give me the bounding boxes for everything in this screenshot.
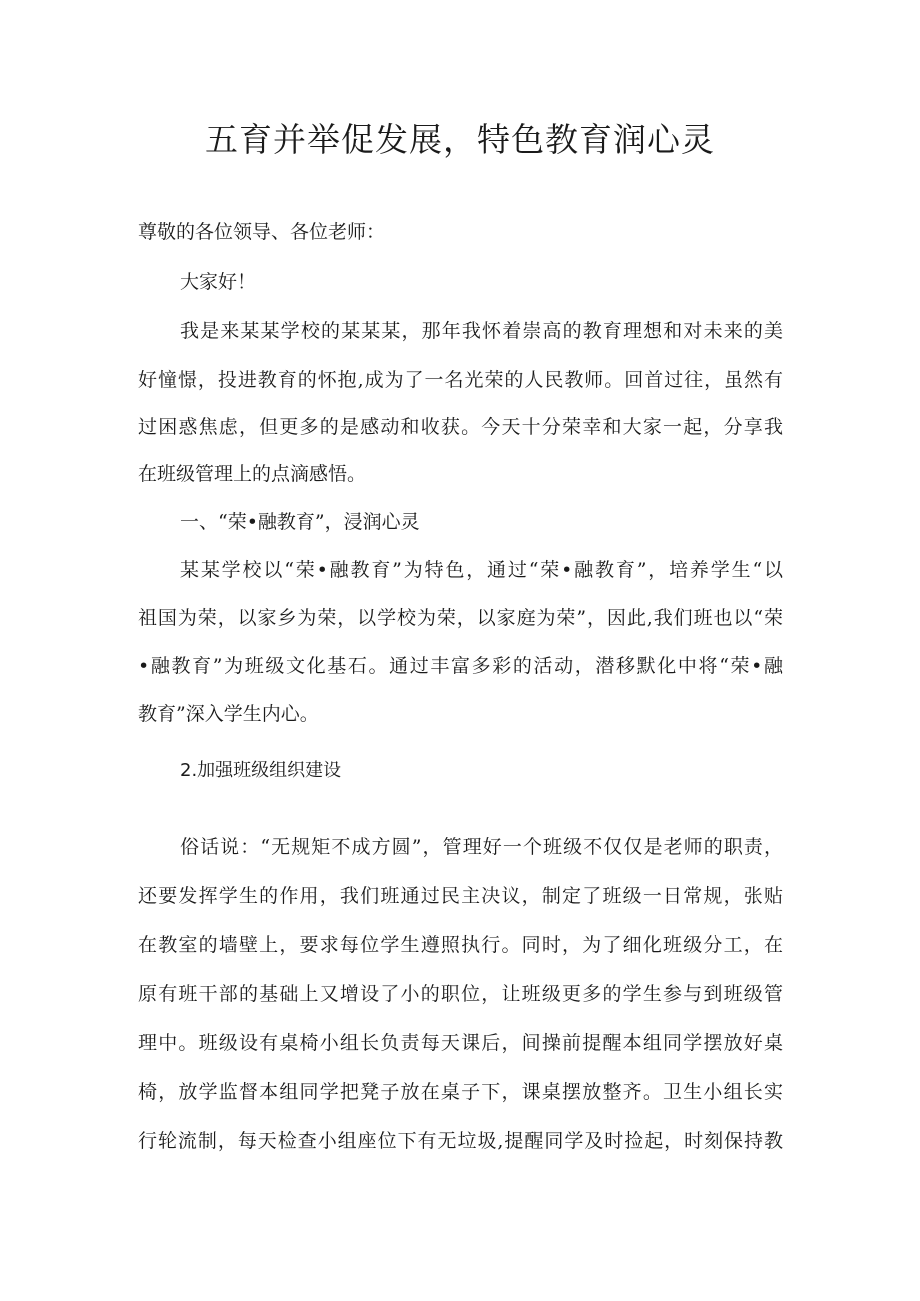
document-title: 五育并举促发展，特色教育润心灵 xyxy=(205,120,715,159)
intro-line-1: 我是来某某学校的某某某，那年我怀着崇高的教育理想和对未来的美 xyxy=(180,320,783,342)
section1-line-3: •融教育”为班级文化基石。通过丰富多彩的活动，潜移默化中将“荣•融 xyxy=(138,655,783,677)
section1-heading: 一、“荣•融教育”，浸润心灵 xyxy=(180,511,420,533)
section2-line-5: 理中。班级设有桌椅小组长负责每天课后，间操前提醒本组同学摆放好桌 xyxy=(138,1032,783,1054)
section2-line-1: 俗话说：“无规矩不成方圆”，管理好一个班级不仅仅是老师的职责， xyxy=(180,836,783,858)
section1-line-2: 祖国为荣，以家乡为荣，以学校为荣，以家庭为荣”，因此,我们班也以“荣 xyxy=(138,607,783,629)
intro-line-2: 好憧憬，投进教育的怀抱,成为了一名光荣的人民教师。回首过往，虽然有 xyxy=(138,369,783,391)
section1-line-1: 某某学校以“荣•融教育”为特色，通过“荣•融教育”，培养学生“以 xyxy=(180,559,783,581)
intro-line-4: 在班级管理上的点滴感悟。 xyxy=(138,463,367,485)
intro-line-3: 过困惑焦虑，但更多的是感动和收获。今天十分荣幸和大家一起，分享我 xyxy=(138,416,783,438)
section2-line-3: 在教室的墙壁上，要求每位学生遵照执行。同时，为了细化班级分工，在 xyxy=(138,934,783,956)
hello-line: 大家好！ xyxy=(180,271,257,293)
section1-line-4: 教育”深入学生内心。 xyxy=(138,703,319,725)
greeting-line: 尊敬的各位领导、各位老师： xyxy=(138,221,386,243)
section2-line-2: 还要发挥学生的作用，我们班通过民主决议，制定了班级一日常规，张贴 xyxy=(138,885,783,907)
section2-heading: 2.加强班级组织建设 xyxy=(180,760,342,781)
section2-line-7: 行轮流制，每天检查小组座位下有无垃圾,提醒同学及时捡起，时刻保持教 xyxy=(138,1130,783,1152)
section2-line-6: 椅，放学监督本组同学把凳子放在桌子下，课桌摆放整齐。卫生小组长实 xyxy=(138,1081,783,1103)
section2-line-4: 原有班干部的基础上又增设了小的职位，让班级更多的学生参与到班级管 xyxy=(138,983,783,1005)
